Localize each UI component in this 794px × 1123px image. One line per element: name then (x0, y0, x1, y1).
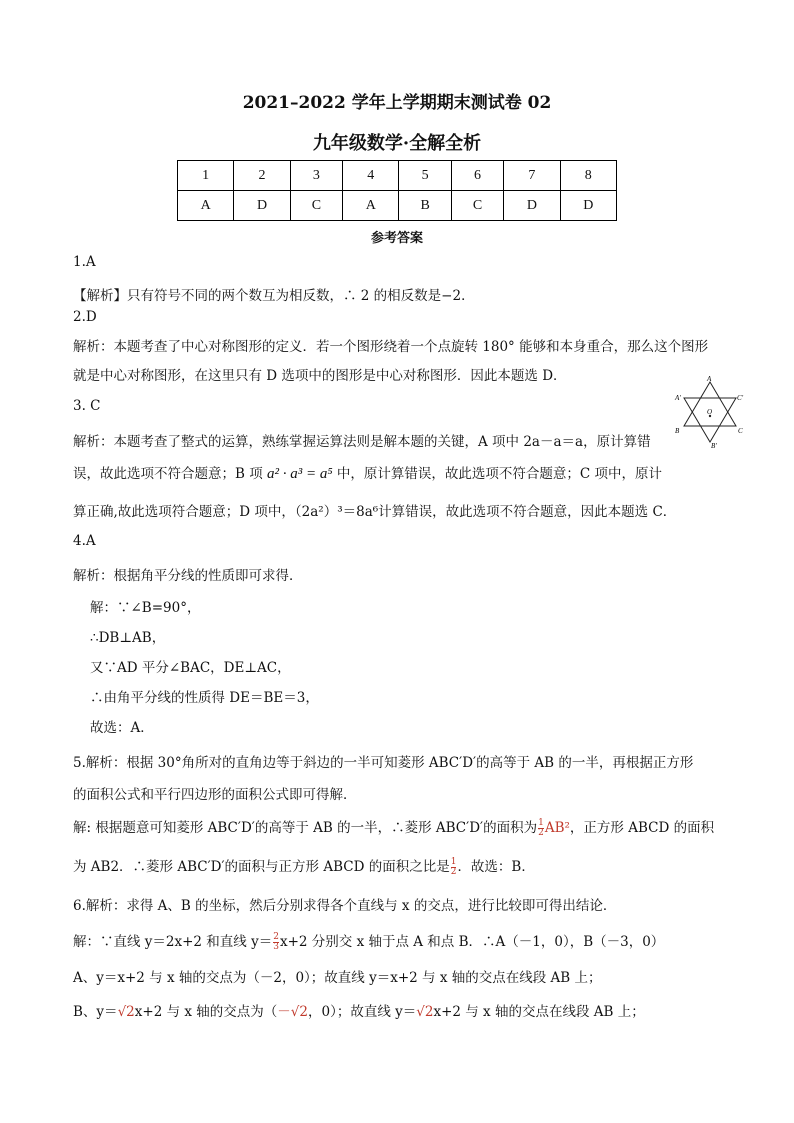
label-c: C (738, 427, 743, 435)
solution-text-part: x+2 分别交 x 轴于点 A 和点 B．∴A（－1，0），B（－3，0） (279, 934, 665, 950)
solution-text (73, 462, 733, 483)
solution-text: 6.解析：求得 A、B 的坐标，然后分别求得各个直线与 x 的交点，进行比较即可得出结论． (73, 898, 617, 914)
hexagram-figure (674, 376, 746, 448)
answer-heading-q2: 2.D (73, 309, 97, 325)
exam-title: 2021–2022 学年上学期期末测试卷 02 (242, 93, 552, 113)
question-number-cell: 6 (451, 161, 503, 191)
fraction-numerator: 2 (273, 932, 279, 942)
solution-text-part: ，0）；故直线 y＝ (307, 1004, 417, 1020)
question-number-cell: 2 (234, 161, 290, 191)
solution-step: ∴DB⊥AB， (90, 630, 166, 646)
answer-cell: A (343, 191, 399, 221)
answer-heading-q3: 3. C (73, 398, 101, 414)
solution-text (73, 816, 733, 838)
answer-cell: D (560, 191, 616, 221)
solution-text: A、y＝x+2 与 x 轴的交点为（－2，0）；故直线 y＝x+2 与 x 轴的交点在线段 AB 上； (73, 970, 602, 986)
answer-table-caption: 参考答案 (370, 231, 423, 246)
answer-cell: D (234, 191, 290, 221)
solution-text (73, 1000, 733, 1020)
solution-step: 又∵AD 平分∠BAC，DE⊥AC， (90, 660, 291, 676)
solution-text: 的面积公式和平行四边形的面积公式即可得解． (73, 787, 357, 803)
answer-cell: C (290, 191, 342, 221)
solution-text: 算正确,故此选项符合题意；D 项中，（2a²）³＝8a⁶计算错误，故此选项不符合题意，因此本题选 C． (73, 504, 677, 520)
fraction-denominator: 2 (450, 867, 457, 877)
solution-step: 故选：A． (90, 720, 154, 736)
label-a-prime: A' (675, 394, 681, 402)
solution-text: 5.解析：根据 30°角所对的直角边等于斜边的一半可知菱形 ABC′D′的高等于 AB 的一半，再根据正方形 (73, 755, 694, 771)
answer-table (177, 160, 617, 221)
question-number-cell: 1 (178, 161, 234, 191)
answer-cell: D (504, 191, 560, 221)
answer-cell: C (451, 191, 503, 221)
answer-table-answer-row (178, 191, 617, 221)
solution-text (73, 930, 733, 952)
solution-text: 解析：本题考查了整式的运算，熟练掌握运算法则是解本题的关键，A 项中 2a－a＝a，原计算错 (73, 434, 651, 450)
question-number-cell: 4 (343, 161, 399, 191)
label-b-prime: B' (711, 442, 717, 448)
question-number-cell: 5 (399, 161, 451, 191)
fraction-numerator: 1 (450, 857, 457, 867)
solution-text-part: 为 AB2．∴菱形 ABC′D′的面积与正方形 ABCD 的面积之比是 (73, 859, 450, 875)
answer-table-number-row (178, 161, 617, 191)
solution-text-part: B、y＝ (73, 1004, 118, 1020)
label-b: B (675, 427, 680, 435)
answer-cell: A (178, 191, 234, 221)
solution-text: 就是中心对称图形，在这里只有 D 选项中的图形是中心对称图形．因此本题选 D． (73, 368, 567, 384)
answer-heading-q4: 4.A (73, 533, 96, 549)
question-number-cell: 7 (504, 161, 560, 191)
fraction-denominator: 3 (273, 942, 279, 952)
sqrt-expression: －√2 (277, 1004, 308, 1020)
solution-text: 解析：根据角平分线的性质即可求得． (73, 568, 303, 584)
solution-text-part: 解：∵直线 y＝2x+2 和直线 y＝ (73, 934, 273, 950)
solution-text-part: ，正方形 ABCD 的面积 (569, 820, 715, 836)
label-c-prime: C' (737, 394, 744, 402)
fraction (538, 819, 544, 838)
solution-text-part: 误，故此选项不符合题意；B 项 (73, 466, 263, 482)
fraction-denominator: 2 (538, 828, 544, 838)
exam-subtitle: 九年级数学·全解全析 (312, 133, 482, 154)
solution-text: 解析：本题考查了中心对称图形的定义．若一个图形绕着一个点旋转 180° 能够和本身重合，那么这个图形 (73, 339, 709, 355)
formula: a² · a³ = a⁵ (267, 466, 333, 482)
formula-highlight: AB² (544, 820, 570, 836)
fraction (451, 858, 457, 877)
solution-text (73, 855, 733, 877)
label-o: O (707, 408, 713, 416)
solution-text-part: x+2 与 x 轴的交点在线段 AB 上； (433, 1004, 645, 1020)
fraction (273, 933, 279, 952)
question-number-cell: 3 (290, 161, 342, 191)
solution-step: ∴由角平分线的性质得 DE＝BE＝3， (90, 690, 319, 706)
answer-heading-q1: 1.A (73, 254, 96, 270)
solution-text-part: 中，原计算错误，故此选项不符合题意；C 项中，原计 (336, 466, 663, 482)
solution-step: 解：∵∠B=90°， (90, 600, 201, 616)
solution-text: 【解析】只有符号不同的两个数互为相反数，∴ 2 的相反数是−2． (73, 288, 475, 304)
label-a: A (707, 376, 712, 383)
sqrt-expression: √2 (117, 1004, 135, 1020)
solution-text-part: ．故选：B． (457, 859, 535, 875)
sqrt-expression: √2 (416, 1004, 434, 1020)
question-number-cell: 8 (560, 161, 616, 191)
answer-cell: B (399, 191, 451, 221)
solution-text-part: x+2 与 x 轴的交点为（ (134, 1004, 278, 1020)
fraction-numerator: 1 (538, 818, 544, 828)
solution-text-part: 解: 根据题意可知菱形 ABC′D′的高等于 AB 的一半，∴菱形 ABC′D′的面积为 (73, 820, 538, 836)
